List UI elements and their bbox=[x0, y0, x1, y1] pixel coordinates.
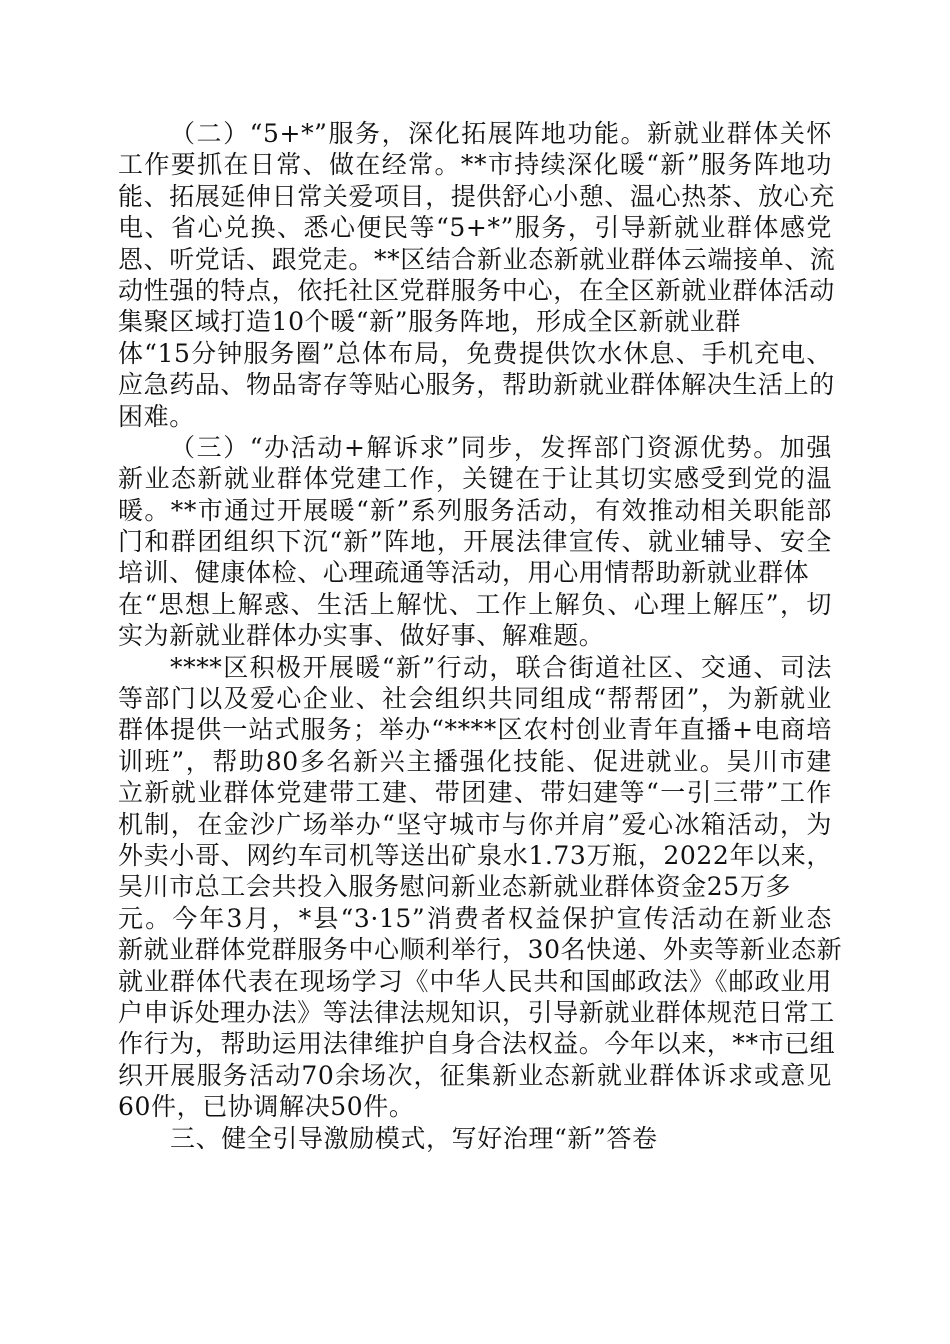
text-line: ****区积极开展暖“新”行动，联合街道社区、交通、司法 bbox=[170, 652, 832, 682]
text-line: 在“思想上解惑、生活上解忧、工作上解负、心理上解压”，切 bbox=[118, 589, 832, 619]
text-line: 三、健全引导激励模式，写好治理“新”答卷 bbox=[170, 1123, 658, 1153]
text-line: 吴川市总工会共投入服务慰问新业态新就业群体资金25万多 bbox=[118, 872, 792, 902]
document-body bbox=[118, 118, 843, 1154]
text-line: （二）“5+*”服务，深化拓展阵地功能。新就业群体关怀 bbox=[170, 119, 832, 148]
text-line: 60件，已协调解决50件。 bbox=[118, 1092, 415, 1122]
text-line: 新业态新就业群体党建工作，关键在于让其切实感受到党的温 bbox=[118, 464, 832, 494]
text-line: 体“15分钟服务圈”总体布局，免费提供饮水休息、手机充电、 bbox=[118, 338, 832, 368]
text-line: 元。今年3月，*县“3·15”消费者权益保护宣传活动在新业态 bbox=[118, 903, 832, 933]
text-line: 机制，在金沙广场举办“坚守城市与你并肩”爱心冰箱活动，为 bbox=[118, 809, 832, 839]
text-line: 训班”，帮助80多名新兴主播强化技能、促进就业。吴川市建 bbox=[118, 746, 832, 776]
text-line: 能、拓展延伸日常关爱项目，提供舒心小憩、温心热茶、放心充 bbox=[118, 181, 835, 211]
text-line: 门和群团组织下沉“新”阵地，开展法律宣传、就业辅导、安全 bbox=[118, 527, 832, 557]
text-line: 织开展服务活动70余场次，征集新业态新就业群体诉求或意见 bbox=[118, 1060, 832, 1090]
text-line: 困难。 bbox=[118, 401, 195, 431]
text-line: 集聚区域打造10个暖“新”服务阵地，形成全区新就业群 bbox=[118, 307, 741, 337]
text-line: 暖。**市通过开展暖“新”系列服务活动，有效推动相关职能部 bbox=[118, 495, 832, 525]
text-line: 应急药品、物品寄存等贴心服务，帮助新就业群体解决生活上的 bbox=[118, 370, 835, 400]
text-line: 就业群体代表在现场学习《中华人民共和国邮政法》《邮政业用 bbox=[118, 966, 832, 996]
text-line: 外卖小哥、网约车司机等送出矿泉水1.73万瓶，2022年以来， bbox=[118, 840, 832, 870]
text-line: （三）“办活动+解诉求”同步，发挥部门资源优势。加强 bbox=[170, 432, 832, 462]
text-line: 动性强的特点，依托社区党群服务中心，在全区新就业群体活动 bbox=[118, 275, 835, 305]
text-line: 作行为，帮助运用法律维护自身合法权益。今年以来，**市已组 bbox=[118, 1029, 836, 1059]
text-line: 实为新就业群体办实事、做好事、解难题。 bbox=[118, 621, 605, 651]
text-line: 恩、听党话、跟党走。**区结合新业态新就业群体云端接单、流 bbox=[118, 244, 836, 274]
text-line: 新就业群体党群服务中心顺利举行，30名快递、外卖等新业态新 bbox=[118, 935, 843, 965]
text-line: 立新就业群体党建带工建、带团建、带妇建等“一引三带”工作 bbox=[118, 778, 832, 808]
text-line: 等部门以及爱心企业、社会组织共同组成“帮帮团”，为新就业 bbox=[118, 684, 832, 714]
text-line: 户申诉处理办法》等法律法规知识，引导新就业群体规范日常工 bbox=[118, 997, 835, 1027]
text-line: 群体提供一站式服务；举办“****区农村创业青年直播+电商培 bbox=[118, 715, 832, 745]
text-line: 培训、健康体检、心理疏通等活动，用心用情帮助新就业群体 bbox=[118, 558, 810, 588]
text-line: 电、省心兑换、悉心便民等“5+*”服务，引导新就业群体感党 bbox=[118, 213, 832, 243]
text-line: 工作要抓在日常、做在经常。**市持续深化暖“新”服务阵地功 bbox=[118, 150, 832, 180]
